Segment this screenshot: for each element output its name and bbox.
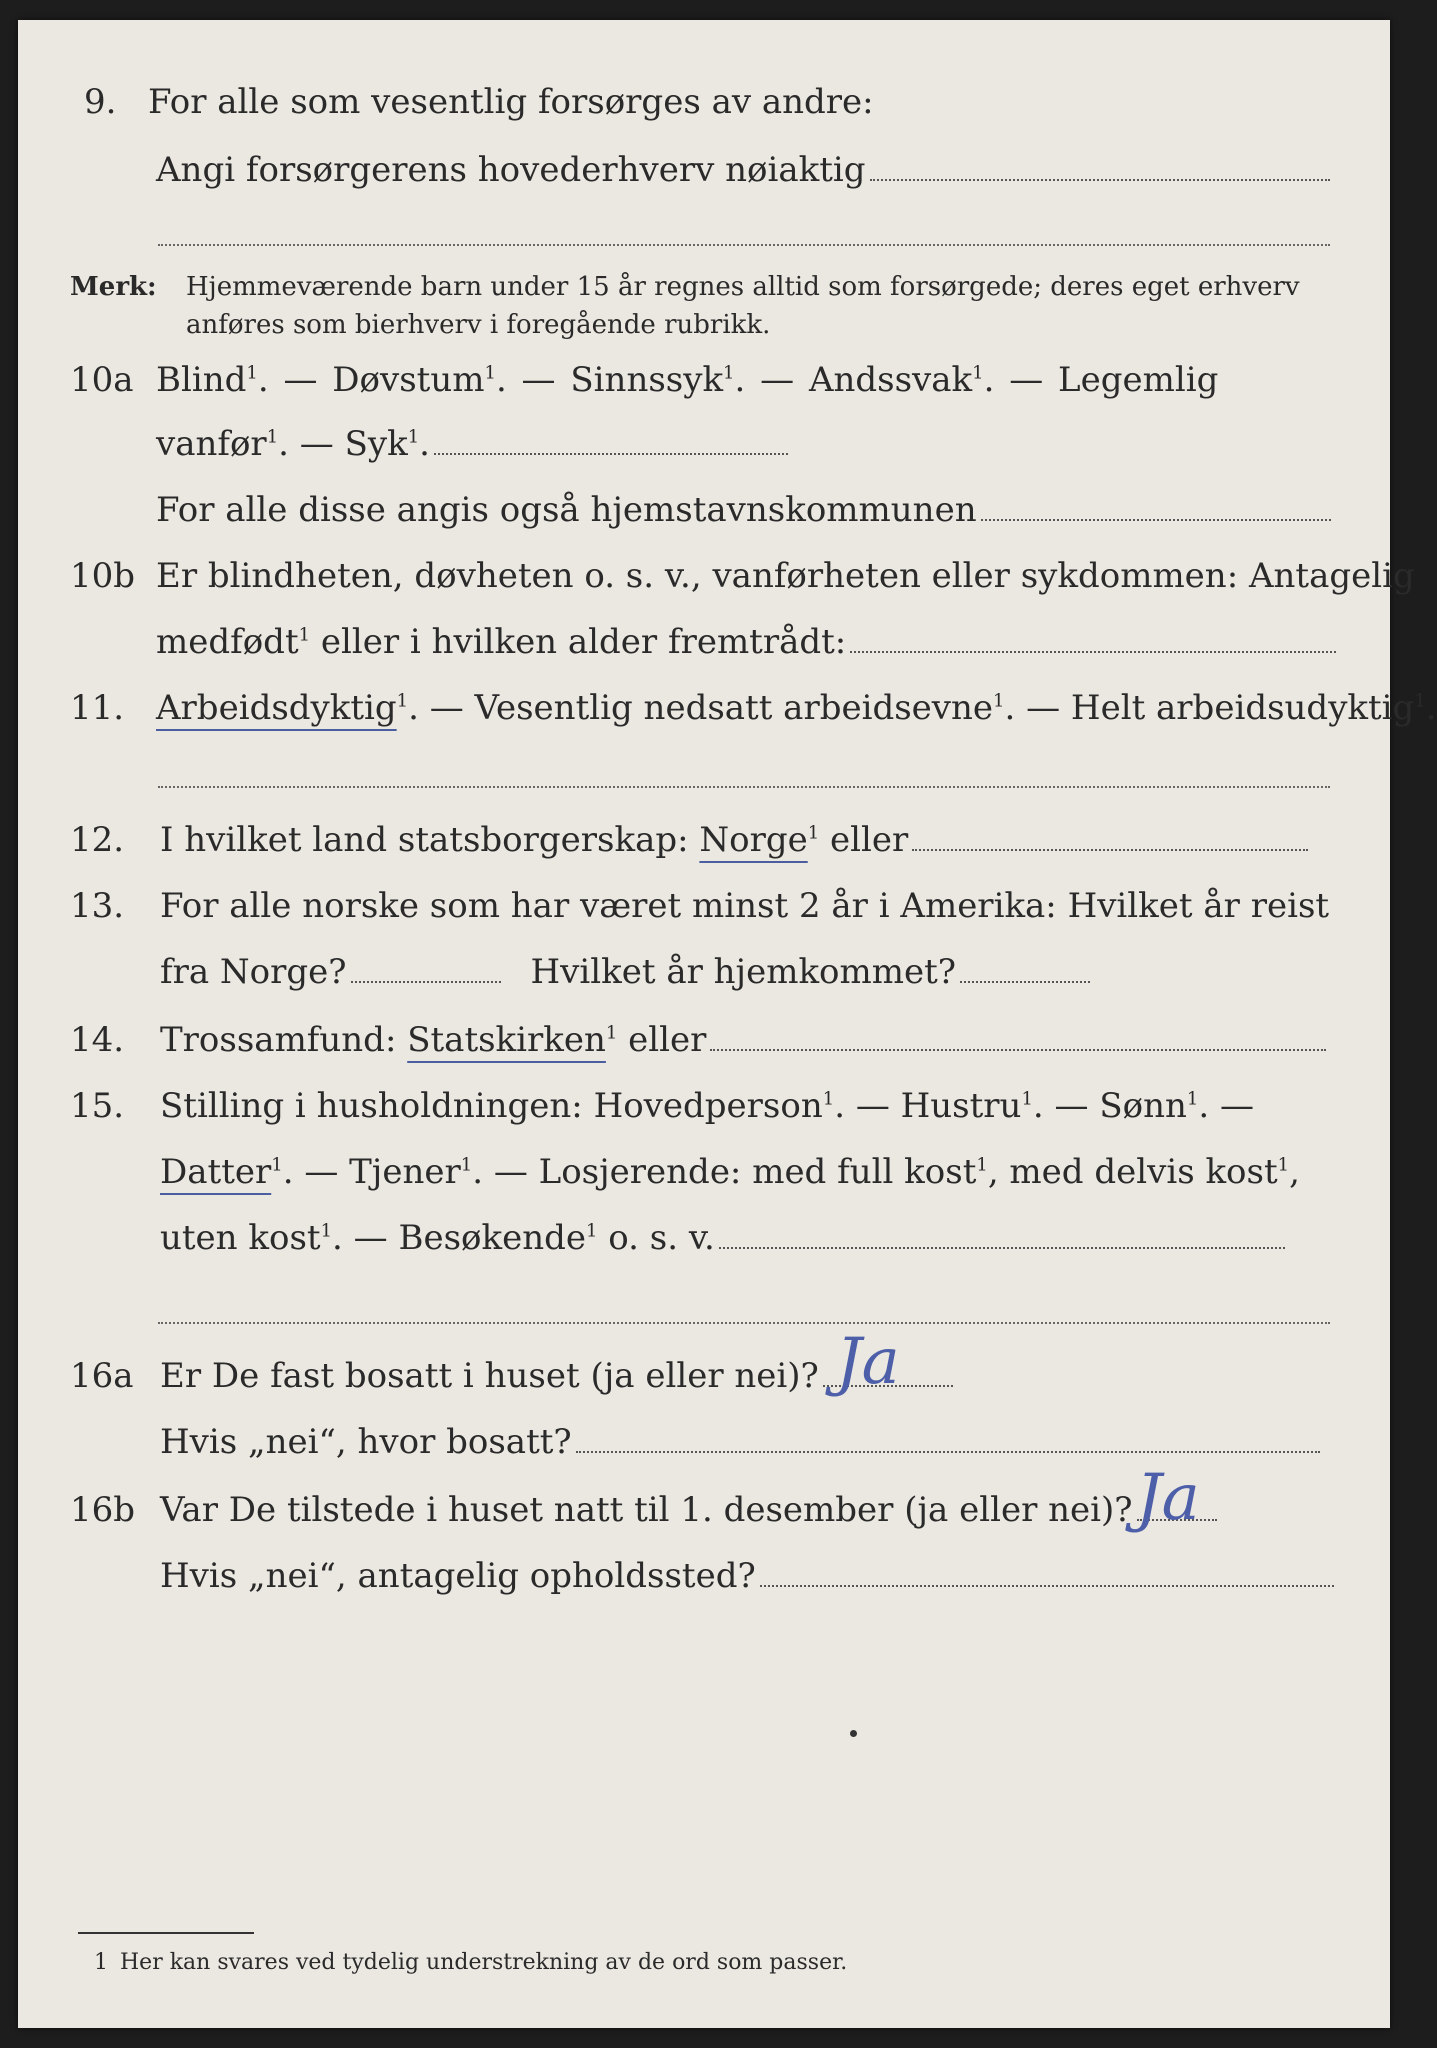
handwritten-answer-16a: Ja [836, 1325, 900, 1399]
q14-line: Trossamfund: Statskirken$^1$ eller [160, 1020, 1326, 1060]
question-number-10b: 10b [70, 556, 136, 596]
q9-answer-line [158, 244, 1330, 246]
question-number-9: 9. [84, 82, 117, 122]
answer-underline-arbeidsdyktig: Arbeidsdyktig [156, 688, 397, 728]
answer-underline-statskirken: Statskirken [407, 1020, 606, 1060]
answer-underline-datter: Datter [160, 1152, 272, 1192]
answer-underline-norge: Norge [699, 820, 808, 860]
q10a-line2: vanfør$^1$. — Syk$^1$. [156, 424, 788, 464]
handwritten-answer-16b: Ja [1136, 1461, 1200, 1535]
q10a-line3: For alle disse angis også hjemstavnskommunen [156, 490, 1331, 530]
q9-line1: For alle som vesentlig forsørges av andre: [148, 82, 874, 122]
question-number-11: 11. [70, 688, 125, 728]
census-form-page [18, 20, 1437, 2028]
q15-line1: Stilling i husholdningen: Hovedperson$^1$. — Hustru$^1$. — Sønn$^1$. — [160, 1086, 1254, 1126]
q12-line: I hvilket land statsborgerskap: Norge$^1$ eller [160, 820, 1308, 860]
q15-line2: Datter$^1$. — Tjener$^1$. — Losjerende: med full kost$^1$, med delvis kost$^1$, [160, 1152, 1300, 1192]
q11-line: Arbeidsdyktig$^1$. — Vesentlig nedsatt arbeidsevne$^1$. — Helt arbeidsudyktig$^1$. [156, 688, 1437, 728]
merk-line1: Hjemmeværende barn under 15 år regnes alltid som forsørgede; deres eget erhverv [186, 272, 1300, 302]
footnote: 1 Her kan svares ved tydelig understrekning av de ord som passer. [94, 1950, 848, 1975]
merk-label: Merk: [70, 272, 157, 302]
q16b-line2: Hvis „nei“, antagelig opholdssted? [160, 1556, 1334, 1596]
q10a-line1: Blind$^1$. — Døvstum$^1$. — Sinnssyk$^1$. — Andssvak$^1$. — Legemlig [156, 360, 1219, 400]
merk-line2: anføres som bierhverv i foregående rubrikk. [186, 310, 771, 340]
ink-dot [850, 1730, 857, 1737]
q16a-line1: Er De fast bosatt i huset (ja eller nei)? [160, 1356, 953, 1396]
q10b-line1: Er blindheten, døvheten o. s. v., vanførheten eller sykdommen: Antagelig [156, 556, 1415, 596]
q11-answer-line [158, 786, 1330, 788]
question-number-13: 13. [70, 886, 125, 926]
q15-answer-line [158, 1322, 1330, 1324]
q9-line2: Angi forsørgerens hovederhverv nøiaktig [156, 150, 1330, 190]
question-number-14: 14. [70, 1020, 125, 1060]
footnote-rule [78, 1932, 254, 1934]
question-number-16b: 16b [70, 1490, 136, 1530]
q13-line2: fra Norge? Hvilket år hjemkommet? [160, 952, 1090, 992]
q10b-line2: medfødt$^1$ eller i hvilken alder fremtrådt: [156, 622, 1336, 662]
q16a-line2: Hvis „nei“, hvor bosatt? [160, 1422, 1320, 1462]
question-number-16a: 16a [70, 1356, 134, 1396]
q16b-line1: Var De tilstede i huset natt til 1. desember (ja eller nei)? [160, 1490, 1217, 1530]
question-number-12: 12. [70, 820, 125, 860]
q13-line1: For alle norske som har været minst 2 år i Amerika: Hvilket år reist [160, 886, 1330, 926]
q15-line3: uten kost$^1$. — Besøkende$^1$ o. s. v. [160, 1218, 1285, 1258]
question-number-15: 15. [70, 1086, 125, 1126]
question-number-10a: 10a [70, 360, 134, 400]
